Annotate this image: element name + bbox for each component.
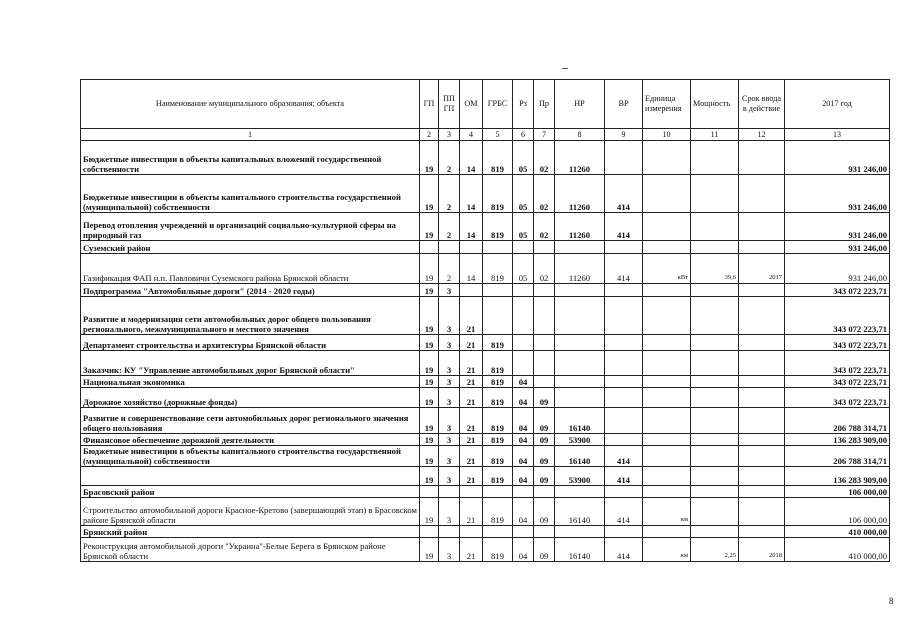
row-nr: 53900 [555,434,605,446]
row-nr: 11260 [555,254,605,284]
row-rz: 04 [513,467,534,486]
row-term [739,335,785,351]
row-power [691,376,739,388]
row-nr: 16140 [555,498,605,526]
row-grbs: 819 [483,446,513,467]
row-om: 21 [460,434,483,446]
row-grbs: 819 [483,498,513,526]
row-vr [605,297,643,335]
row-ppgp: 3 [439,434,460,446]
row-nr: 11260 [555,175,605,213]
row-term [739,241,785,254]
row-gp: 19 [420,335,439,351]
row-name: Строительство автомобильной дороги Красное-Кретово (завершающий этап) в Брасовском районе Брянской области [81,498,420,526]
header-pr: Пр [534,80,555,129]
row-gp: 19 [420,446,439,467]
row-gp: 19 [420,213,439,241]
row-name: Бюджетные инвестиции в объекты капитальных вложений государственной собственности [81,141,420,175]
header-name: Наименование муниципального образования; объекта [81,80,420,129]
table-row [81,213,890,241]
row-gp: 19 [420,388,439,408]
row-ppgp: 3 [439,446,460,467]
header-term: Срок ввода в действие [739,80,785,129]
row-unit: кВт [643,254,691,284]
row-ppgp: 3 [439,467,460,486]
row-grbs [483,284,513,297]
row-unit [643,297,691,335]
row-power: 2,25 [691,538,739,562]
row-pr: 02 [534,254,555,284]
row-term [739,408,785,434]
table-row [81,408,890,434]
row-power [691,175,739,213]
table-row [81,284,890,297]
row-vr [605,335,643,351]
row-om: 21 [460,351,483,376]
row-gp: 19 [420,175,439,213]
row-vr [605,284,643,297]
row-term [739,297,785,335]
row-pr: 09 [534,467,555,486]
row-pr: 02 [534,213,555,241]
row-grbs: 819 [483,408,513,434]
row-power [691,408,739,434]
row-grbs: 819 [483,376,513,388]
row-rz: 04 [513,434,534,446]
row-om [460,526,483,538]
row-gp: 19 [420,538,439,562]
row-unit [643,175,691,213]
row-nr: 53900 [555,467,605,486]
row-name: Развитие и совершенствование сети автомобильных дорог регионального значения общего пользования [81,408,420,434]
col-num: 13 [785,129,890,141]
header-vr: ВР [605,80,643,129]
row-pr: 09 [534,388,555,408]
row-ppgp: 3 [439,498,460,526]
col-num: 1 [81,129,420,141]
col-num: 6 [513,129,534,141]
row-power [691,351,739,376]
row-nr [555,388,605,408]
scan-mark [562,68,568,69]
row-ppgp [439,526,460,538]
row-gp [420,486,439,498]
row-amount: 106 000,00 [785,486,890,498]
row-grbs [483,526,513,538]
row-power [691,434,739,446]
row-grbs: 819 [483,538,513,562]
row-vr: 414 [605,538,643,562]
row-vr [605,486,643,498]
row-vr [605,388,643,408]
row-amount: 343 072 223,71 [785,351,890,376]
table-row [81,335,890,351]
header-year: 2017 год [785,80,890,129]
table-row [81,376,890,388]
row-ppgp: 3 [439,408,460,434]
row-name: Брасовский район [81,486,420,498]
col-num: 5 [483,129,513,141]
row-gp: 19 [420,141,439,175]
row-om: 21 [460,388,483,408]
row-pr [534,376,555,388]
header-rz: Рз [513,80,534,129]
header-om: ОМ [460,80,483,129]
row-name: Бюджетные инвестиции в объекты капитального строительства государственной (муниципальной) собственности [81,175,420,213]
row-rz [513,284,534,297]
row-name [81,467,420,486]
row-vr: 414 [605,175,643,213]
row-unit [643,351,691,376]
row-term [739,213,785,241]
row-nr [555,241,605,254]
row-term [739,434,785,446]
header-unit: Единица измерения [643,80,691,129]
table-row [81,526,890,538]
row-power [691,213,739,241]
header-power: Мощность [691,80,739,129]
row-pr [534,241,555,254]
row-rz: 04 [513,498,534,526]
col-num: 7 [534,129,555,141]
row-nr: 16140 [555,446,605,467]
row-unit [643,408,691,434]
row-ppgp: 3 [439,284,460,297]
table-row [81,434,890,446]
row-power: 39,6 [691,254,739,284]
table-row [81,538,890,562]
row-grbs: 819 [483,254,513,284]
row-unit [643,486,691,498]
row-rz: 05 [513,254,534,284]
row-power [691,486,739,498]
header-gp: ГП [420,80,439,129]
row-pr: 09 [534,446,555,467]
row-nr [555,297,605,335]
row-name: Дорожное хозяйство (дорожные фонды) [81,388,420,408]
col-num: 3 [439,129,460,141]
row-amount: 136 283 909,00 [785,434,890,446]
row-om: 14 [460,175,483,213]
row-rz: 04 [513,446,534,467]
row-ppgp: 2 [439,175,460,213]
row-amount: 136 283 909,00 [785,467,890,486]
row-om: 21 [460,538,483,562]
row-grbs: 819 [483,175,513,213]
row-term [739,351,785,376]
table-row [81,297,890,335]
header-nr: НР [555,80,605,129]
row-amount: 410 000,00 [785,526,890,538]
row-term [739,498,785,526]
row-vr [605,351,643,376]
row-amount: 343 072 223,71 [785,376,890,388]
row-pr: 09 [534,408,555,434]
row-nr: 11260 [555,141,605,175]
row-gp: 19 [420,254,439,284]
row-om [460,284,483,297]
row-om: 21 [460,446,483,467]
col-num: 4 [460,129,483,141]
row-unit: км [643,538,691,562]
row-unit [643,241,691,254]
row-ppgp [439,486,460,498]
row-ppgp [439,241,460,254]
row-rz [513,526,534,538]
row-gp: 19 [420,284,439,297]
row-rz [513,351,534,376]
col-num: 12 [739,129,785,141]
row-vr: 414 [605,467,643,486]
table-row [81,498,890,526]
row-vr [605,526,643,538]
row-term: 2017 [739,254,785,284]
row-amount: 931 246,00 [785,213,890,241]
row-unit [643,434,691,446]
row-vr [605,141,643,175]
row-nr: 16140 [555,538,605,562]
row-pr: 02 [534,175,555,213]
row-vr [605,241,643,254]
row-amount: 206 788 314,71 [785,408,890,434]
row-unit [643,284,691,297]
row-ppgp: 2 [439,254,460,284]
row-grbs: 819 [483,467,513,486]
row-term [739,526,785,538]
row-om: 21 [460,376,483,388]
budget-table [80,79,890,562]
row-ppgp: 3 [439,388,460,408]
row-ppgp: 2 [439,213,460,241]
row-power [691,335,739,351]
row-ppgp: 3 [439,297,460,335]
row-amount: 931 246,00 [785,141,890,175]
row-pr [534,297,555,335]
row-pr [534,335,555,351]
row-grbs: 819 [483,351,513,376]
row-term [739,388,785,408]
row-gp: 19 [420,434,439,446]
row-term: 2018 [739,538,785,562]
row-term [739,376,785,388]
row-rz [513,241,534,254]
column-number-row [81,129,890,141]
row-name: Департамент строительства и архитектуры Брянской области [81,335,420,351]
row-name: Развитие и модернизация сети автомобильных дорог общего пользования регионального, межмуниципального и местного значения [81,297,420,335]
row-name: Заказчик: КУ "Управление автомобильных дорог Брянской области" [81,351,420,376]
row-grbs [483,486,513,498]
table-row [81,175,890,213]
col-num: 9 [605,129,643,141]
row-nr [555,486,605,498]
row-unit [643,141,691,175]
row-name: Бюджетные инвестиции в объекты капитального строительства государственной (муниципальной) собственности [81,446,420,467]
row-gp: 19 [420,297,439,335]
row-nr: 16140 [555,408,605,434]
row-rz: 04 [513,408,534,434]
row-unit [643,335,691,351]
row-amount: 343 072 223,71 [785,297,890,335]
col-num: 2 [420,129,439,141]
row-pr [534,284,555,297]
row-power [691,446,739,467]
row-om: 21 [460,467,483,486]
row-pr: 09 [534,434,555,446]
row-nr [555,335,605,351]
row-power [691,284,739,297]
row-gp: 19 [420,467,439,486]
row-amount: 343 072 223,71 [785,388,890,408]
row-name: Подпрограмма "Автомобильные дороги" (2014 - 2020 годы) [81,284,420,297]
row-vr: 414 [605,498,643,526]
row-term [739,446,785,467]
row-amount: 410 000,00 [785,538,890,562]
row-ppgp: 2 [439,141,460,175]
header-grbs: ГРБС [483,80,513,129]
row-gp: 19 [420,498,439,526]
row-vr: 414 [605,254,643,284]
row-unit [643,376,691,388]
row-pr: 09 [534,498,555,526]
row-power [691,526,739,538]
row-grbs: 819 [483,434,513,446]
row-om: 21 [460,335,483,351]
row-gp [420,526,439,538]
row-rz: 04 [513,376,534,388]
row-nr [555,351,605,376]
row-ppgp: 3 [439,351,460,376]
row-vr [605,408,643,434]
row-name: Перевод отопления учреждений и организаций социально-культурной сферы на природный газ [81,213,420,241]
row-om: 21 [460,498,483,526]
row-pr [534,486,555,498]
table-row [81,486,890,498]
row-vr [605,434,643,446]
row-pr: 09 [534,538,555,562]
row-pr: 02 [534,141,555,175]
row-amount: 931 246,00 [785,175,890,213]
row-rz: 05 [513,175,534,213]
row-power [691,297,739,335]
row-nr [555,376,605,388]
row-nr [555,284,605,297]
row-power [691,498,739,526]
row-gp: 19 [420,351,439,376]
row-grbs: 819 [483,213,513,241]
row-term [739,486,785,498]
row-om: 14 [460,254,483,284]
row-rz: 04 [513,388,534,408]
row-power [691,467,739,486]
row-rz: 04 [513,538,534,562]
table-row [81,141,890,175]
row-unit [643,446,691,467]
table-row [81,254,890,284]
row-term [739,284,785,297]
col-num: 11 [691,129,739,141]
row-amount: 106 000,00 [785,498,890,526]
row-vr: 414 [605,213,643,241]
row-pr [534,526,555,538]
row-unit: км [643,498,691,526]
row-grbs: 819 [483,388,513,408]
row-power [691,241,739,254]
row-om [460,486,483,498]
row-ppgp: 3 [439,376,460,388]
row-om: 14 [460,141,483,175]
row-name: Реконструкция автомобильной дороги "Украина"-Белые Берега в Брянском районе Брянской области [81,538,420,562]
table-row [81,467,890,486]
row-unit [643,213,691,241]
row-nr [555,526,605,538]
row-amount: 931 246,00 [785,254,890,284]
row-vr: 414 [605,446,643,467]
row-name: Суземский район [81,241,420,254]
row-gp [420,241,439,254]
row-grbs: 819 [483,141,513,175]
row-om: 21 [460,408,483,434]
table-row [81,351,890,376]
row-term [739,141,785,175]
row-vr [605,376,643,388]
row-ppgp: 3 [439,538,460,562]
row-power [691,388,739,408]
row-grbs [483,241,513,254]
row-rz [513,297,534,335]
row-amount: 931 246,00 [785,241,890,254]
row-name: Финансовое обеспечение дорожной деятельности [81,434,420,446]
row-gp: 19 [420,376,439,388]
page-number: 8 [889,596,894,606]
row-term [739,467,785,486]
row-grbs: 819 [483,335,513,351]
row-gp: 19 [420,408,439,434]
row-ppgp: 3 [439,335,460,351]
row-term [739,175,785,213]
row-unit [643,467,691,486]
row-unit [643,388,691,408]
row-grbs [483,297,513,335]
col-num: 8 [555,129,605,141]
row-unit [643,526,691,538]
row-name: Газификация ФАП н.п. Павловичи Суземского района Брянской области [81,254,420,284]
row-rz [513,486,534,498]
row-pr [534,351,555,376]
row-om: 14 [460,213,483,241]
col-num: 10 [643,129,691,141]
table-row [81,388,890,408]
table-row [81,446,890,467]
row-amount: 343 072 223,71 [785,284,890,297]
row-name: Национальная экономика [81,376,420,388]
table-row [81,241,890,254]
row-amount: 343 072 223,71 [785,335,890,351]
row-rz: 05 [513,213,534,241]
row-rz [513,335,534,351]
row-om: 21 [460,297,483,335]
row-name: Брянский район [81,526,420,538]
row-amount: 206 788 314,71 [785,446,890,467]
row-rz: 05 [513,141,534,175]
row-om [460,241,483,254]
row-power [691,141,739,175]
row-nr: 11260 [555,213,605,241]
table-header-row [81,80,890,129]
header-ppgp: ППГП [439,80,460,129]
